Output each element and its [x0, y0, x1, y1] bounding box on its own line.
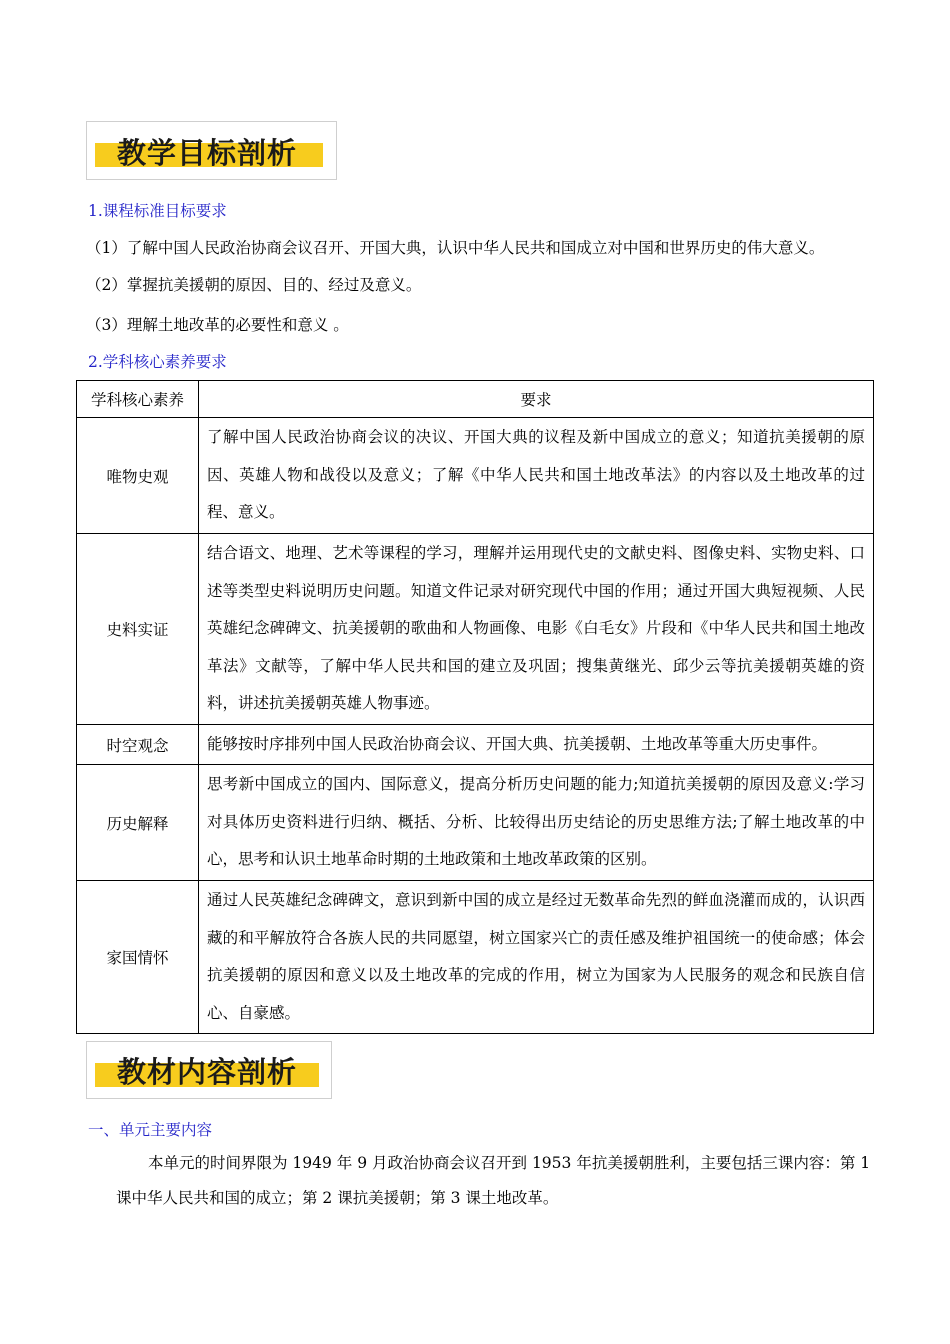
core-literacy-table: [76, 380, 874, 1034]
core-literacy-heading: 2.学科核心素养要求: [88, 353, 227, 371]
table-row: [77, 418, 874, 534]
banner-title: 教学目标剖析: [117, 136, 298, 170]
table-row: [77, 765, 874, 881]
table-row: [77, 881, 874, 1034]
row-name: 家国情怀: [77, 881, 199, 1034]
row-requirement: 结合语文、地理、艺术等课程的学习，理解并运用现代史的文献史料、图像史料、实物史料、口述等类型史料说明历史问题。知道文件记录对研究现代中国的作用；通过开国大典短视频、人民英雄纪念碑碑文、抗美援朝的歌曲和人物画像、电影《白毛女》片段和《中华人民共和国土地改革法》文献等，了解中华人民共和国的建立及巩固；搜集黄继光、邱少云等抗美援朝英雄的资料，讲述抗美援朝英雄人物事迹。: [199, 534, 874, 725]
table-row: [77, 725, 874, 765]
row-name: 史料实证: [77, 534, 199, 725]
row-requirement: 了解中国人民政治协商会议的决议、开国大典的议程及新中国成立的意义；知道抗美援朝的原因、英雄人物和战役以及意义；了解《中华人民共和国土地改革法》的内容以及土地改革的过程、意义。: [199, 418, 874, 534]
row-requirement: 通过人民英雄纪念碑碑文，意识到新中国的成立是经过无数革命先烈的鲜血浇灌而成的，认识西藏的和平解放符合各族人民的共同愿望，树立国家兴亡的责任感及维护祖国统一的使命感；体会抗美援朝的原因和意义以及土地改革的完成的作用，树立为国家为人民服务的观念和民族自信心、自豪感。: [199, 881, 874, 1034]
row-name: 时空观念: [77, 725, 199, 765]
standard-item-2: （2）掌握抗美援朝的原因、目的、经过及意义。: [86, 276, 422, 294]
standard-item-3: （3）理解土地改革的必要性和意义 。: [86, 316, 349, 334]
row-name: 唯物史观: [77, 418, 199, 534]
header-requirement: 要求: [199, 381, 874, 418]
standard-item-1: （1）了解中国人民政治协商会议召开、开国大典，认识中华人民共和国成立对中国和世界历史的伟大意义。: [86, 239, 825, 257]
section-banner-content-analysis: [86, 1041, 332, 1099]
table-header-row: [77, 381, 874, 418]
row-requirement: 思考新中国成立的国内、国际意义，提高分析历史问题的能力;知道抗美援朝的原因及意义:学习对具体历史资料进行归纳、概括、分析、比较得出历史结论的历史思维方法;了解土地改革的中心，思考和认识土地革命时期的土地政策和土地改革政策的区别。: [199, 765, 874, 881]
table-row: [77, 534, 874, 725]
section-banner-teaching-goals: [86, 121, 337, 180]
banner-title: 教材内容剖析: [117, 1055, 298, 1089]
header-literacy: 学科核心素养: [77, 381, 199, 418]
unit-content-paragraph: 本单元的时间界限为 1949 年 9 月政治协商会议召开到 1953 年抗美援朝胜利，主要包括三课内容：第 1 课中华人民共和国的成立；第 2 课抗美援朝；第 3 课土地改革。: [116, 1154, 871, 1207]
row-requirement: 能够按时序排列中国人民政治协商会议、开国大典、抗美援朝、土地改革等重大历史事件。: [199, 725, 874, 765]
unit-content-heading: 一、单元主要内容: [88, 1121, 213, 1139]
row-name: 历史解释: [77, 765, 199, 881]
course-standard-heading: 1.课程标准目标要求: [88, 202, 227, 220]
